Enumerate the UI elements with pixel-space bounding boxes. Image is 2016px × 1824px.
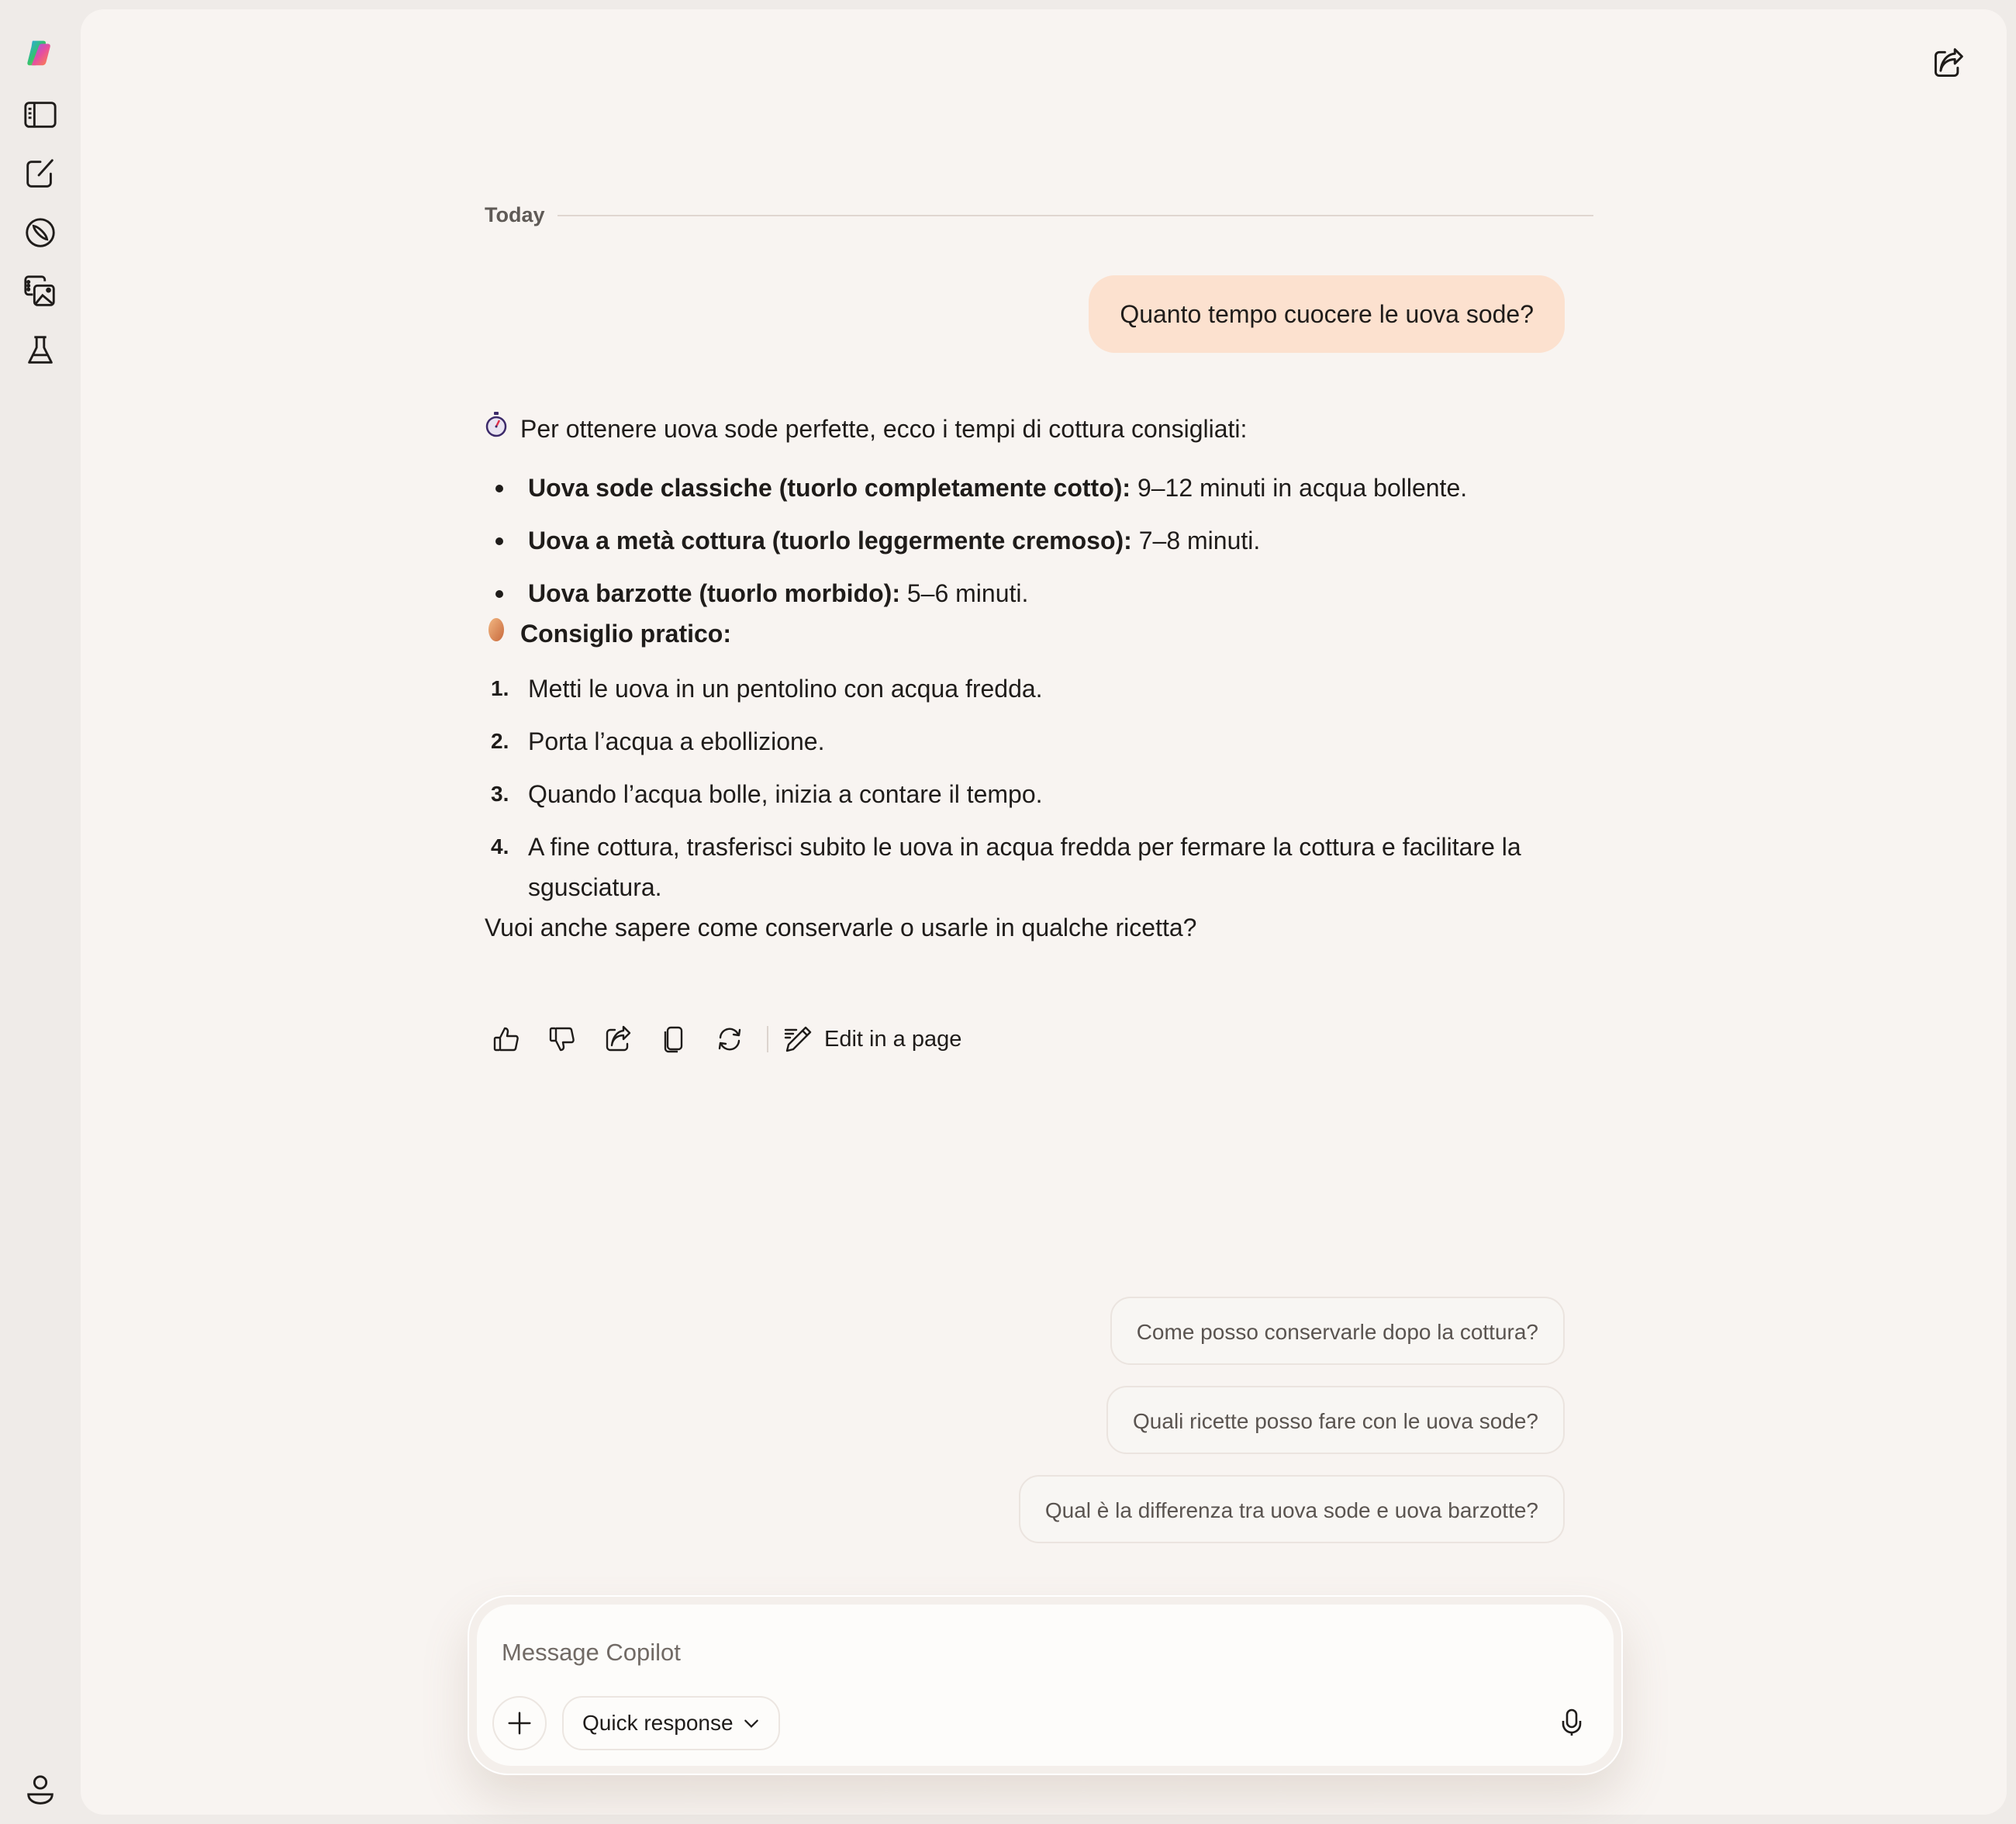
thumbs-down-icon xyxy=(547,1024,578,1055)
microphone-icon xyxy=(1556,1707,1587,1738)
bullet-bold: Uova barzotte (tuorlo morbido): xyxy=(528,579,900,607)
closing-text: Vuoi anche sapere come conservarle o usarle in qualche ricetta? xyxy=(485,913,1197,941)
imagine-images-icon[interactable] xyxy=(20,271,60,312)
step-number: 2. xyxy=(491,728,509,753)
new-chat-icon[interactable] xyxy=(20,154,60,194)
share-icon xyxy=(1931,47,1965,81)
add-attachment-button[interactable] xyxy=(492,1696,547,1750)
suggestion-chip[interactable]: Quali ricette posso fare con le uova sode? xyxy=(1106,1386,1565,1454)
bullet-bold: Uova a metà cottura (tuorlo leggermente cremoso): xyxy=(528,527,1132,554)
actions-divider xyxy=(767,1026,768,1052)
suggestion-chip[interactable]: Come posso conservarle dopo la cottura? xyxy=(1110,1297,1565,1365)
intro-text: Per ottenere uova sode perfette, ecco i tempi di cottura consigliati: xyxy=(520,415,1248,443)
suggestion-chip[interactable]: Qual è la differenza tra uova sode e uova barzotte? xyxy=(1019,1475,1565,1543)
stopwatch-icon xyxy=(485,409,508,449)
list-item xyxy=(485,468,1601,508)
sidebar xyxy=(0,0,81,1824)
share-message-button[interactable] xyxy=(596,1017,640,1061)
list-item xyxy=(485,668,1601,709)
assistant-message xyxy=(485,409,1601,948)
like-button[interactable] xyxy=(485,1017,528,1061)
list-item xyxy=(485,520,1601,561)
step-text: Metti le uova in un pentolino con acqua fredda. xyxy=(528,674,1043,703)
share-conversation-button[interactable] xyxy=(1926,42,1969,85)
cooking-times-list xyxy=(485,468,1601,613)
plus-icon xyxy=(505,1708,534,1738)
step-number: 4. xyxy=(491,834,509,858)
copilot-logo-icon[interactable] xyxy=(20,33,60,73)
bullet-text: 9–12 minuti in acqua bollente. xyxy=(1131,474,1468,502)
edit-in-page-button[interactable] xyxy=(782,1024,961,1055)
step-number: 3. xyxy=(491,781,509,806)
list-item xyxy=(485,573,1601,613)
copy-button[interactable] xyxy=(652,1017,696,1061)
step-text: Quando l’acqua bolle, inizia a contare il tempo. xyxy=(528,779,1043,808)
divider-line xyxy=(558,215,1593,216)
tip-heading xyxy=(485,613,1601,656)
chevron-down-icon xyxy=(743,1715,760,1732)
egg-icon xyxy=(485,613,508,654)
tip-heading-text: Consiglio pratico: xyxy=(520,620,731,648)
refresh-icon xyxy=(714,1024,745,1055)
message-input[interactable] xyxy=(500,1632,1511,1673)
step-text: Porta l’acqua a ebollizione. xyxy=(528,727,825,755)
chat-panel xyxy=(81,9,2007,1815)
step-number: 1. xyxy=(491,675,509,700)
bullet-text: 5–6 minuti. xyxy=(899,579,1029,607)
sidebar-toggle-icon[interactable] xyxy=(20,95,60,135)
user-message-bubble: Quanto tempo cuocere le uova sode? xyxy=(1089,275,1565,353)
message-actions xyxy=(485,1014,961,1064)
list-item xyxy=(485,774,1601,814)
list-item xyxy=(485,827,1601,907)
regenerate-button[interactable] xyxy=(708,1017,751,1061)
response-mode-label: Quick response xyxy=(582,1711,734,1735)
copy-icon xyxy=(658,1024,689,1055)
bullet-bold: Uova sode classiche (tuorlo completamente cotto): xyxy=(528,474,1131,502)
list-item xyxy=(485,721,1601,762)
discover-compass-icon[interactable] xyxy=(20,212,60,253)
pencil-edit-icon xyxy=(782,1024,813,1055)
bullet-text: 7–8 minuti. xyxy=(1131,527,1261,554)
labs-flask-icon[interactable] xyxy=(20,330,60,371)
share-icon xyxy=(602,1024,633,1055)
composer xyxy=(468,1595,1623,1775)
composer-inner xyxy=(477,1605,1614,1766)
steps-list xyxy=(485,668,1601,907)
profile-icon[interactable] xyxy=(20,1770,60,1810)
date-divider-label: Today xyxy=(485,203,545,226)
edit-in-page-label: Edit in a page xyxy=(824,1026,962,1052)
thumbs-up-icon xyxy=(491,1024,522,1055)
date-divider xyxy=(485,203,1593,227)
dislike-button[interactable] xyxy=(540,1017,584,1061)
response-mode-dropdown[interactable] xyxy=(562,1696,780,1750)
step-text: A fine cottura, trasferisci subito le uova in acqua fredda per fermare la cottura e facilitare la sgusciatura. xyxy=(528,832,1521,901)
microphone-button[interactable] xyxy=(1548,1699,1595,1746)
